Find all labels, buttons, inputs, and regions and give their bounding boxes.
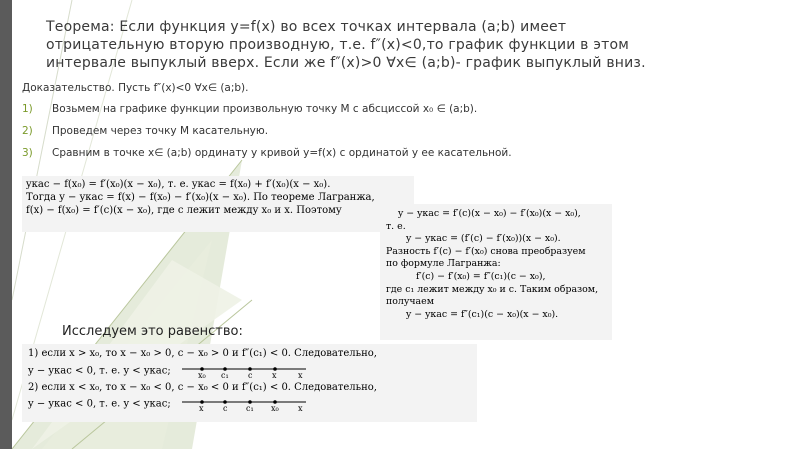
formula-line: где c₁ лежит между x₀ и c. Таким образом, xyxy=(386,283,599,295)
number-line-1 xyxy=(180,363,310,379)
axis-label: x xyxy=(271,370,277,379)
formula-image-lagrange xyxy=(380,204,612,340)
formula-line xyxy=(28,396,471,413)
formula-line: т. е. xyxy=(386,220,406,232)
axis-label: x xyxy=(198,404,204,412)
axis-label: x₀ xyxy=(197,370,206,379)
step-text: Возьмем на графике функции произвольную точку M с абсциссой x₀ ∈ (a;b). xyxy=(52,103,478,115)
formula-line: f′(c) − f′(x₀) = f″(c₁)(c − x₀), xyxy=(416,270,546,282)
formula-line: Тогда y − yкас = f(x) − f(x₀) − f′(x₀)(x − x₀). По теореме Лагранжа, xyxy=(26,192,375,203)
proof-steps xyxy=(22,103,642,159)
axis-label: x xyxy=(297,370,303,379)
formula-text: y − yкас < 0, т. е. y < yкас; xyxy=(28,365,171,376)
formula-line: f(x) − f(x₀) = f′(c)(x − x₀), где c лежит между x₀ и x. Поэтому xyxy=(26,205,342,216)
formula-text: y − yкас < 0, т. е. y < yкас; xyxy=(28,398,171,410)
proof-intro: Доказательство. Пусть f″(x)<0 ∀x∈ (a;b). xyxy=(22,82,249,94)
theorem-title xyxy=(46,18,696,72)
step-text: Проведем через точку M касательную. xyxy=(52,125,269,137)
proof-block xyxy=(22,82,642,169)
axis-label: c xyxy=(222,404,228,412)
formula-line: получаем xyxy=(386,296,434,308)
step-text: Сравним в точке x∈ (a;b) ординату y кривой y=f(x) с ординатой y ее касательной. xyxy=(52,147,512,159)
formula-line: Разность f′(c) − f′(x₀) снова преобразуем xyxy=(386,245,586,257)
axis-label: x₀ xyxy=(270,404,279,412)
formula-image-tangent xyxy=(22,176,414,232)
axis-label: x xyxy=(297,404,303,412)
proof-step xyxy=(22,125,642,137)
formula-image-cases xyxy=(22,344,477,422)
formula-line: y − yкас = f′(c)(x − x₀) − f′(x₀)(x − x₀), xyxy=(398,208,581,219)
number-line-2 xyxy=(180,396,310,412)
step-number: 1) xyxy=(22,103,33,115)
formula-line: 2) если x < x₀, то x − x₀ < 0, c − x₀ < 0 и f″(c₁) < 0. Следовательно, xyxy=(28,381,377,393)
formula-line xyxy=(28,363,471,380)
formula-line: yкас − f(x₀) = f′(x₀)(x − x₀), т. е. yкас = f(x₀) + f′(x₀)(x − x₀). xyxy=(26,179,331,190)
title-line-1: Теорема: Если функция y=f(x) во всех точках интервала (a;b) имеет xyxy=(46,19,567,35)
formula-line: по формуле Лагранжа: xyxy=(386,258,501,270)
formula-line: y − yкас = (f′(c) − f′(x₀))(x − x₀). xyxy=(406,233,561,245)
step-number: 2) xyxy=(22,125,33,137)
step-number: 3) xyxy=(22,147,33,159)
title-line-2: отрицательную вторую производную, т.е. f″(x)<0,то график функции в этом xyxy=(46,37,630,53)
axis-label: c xyxy=(247,370,253,379)
axis-label: c₁ xyxy=(220,370,229,379)
formula-line: 1) если x > x₀, то x − x₀ > 0, c − x₀ > 0 и f″(c₁) < 0. Следовательно, xyxy=(28,348,377,359)
axis-label: c₁ xyxy=(245,404,254,412)
slide-left-bar xyxy=(0,0,12,449)
study-heading: Исследуем это равенство: xyxy=(62,324,243,339)
formula-line: y − yкас = f″(c₁)(c − x₀)(x − x₀). xyxy=(406,308,559,320)
title-line-3: интервале выпуклый вверх. Если же f″(x)>0 ∀x∈ (a;b)- график выпуклый вниз. xyxy=(46,55,646,71)
proof-step xyxy=(22,103,642,115)
proof-step xyxy=(22,147,642,159)
